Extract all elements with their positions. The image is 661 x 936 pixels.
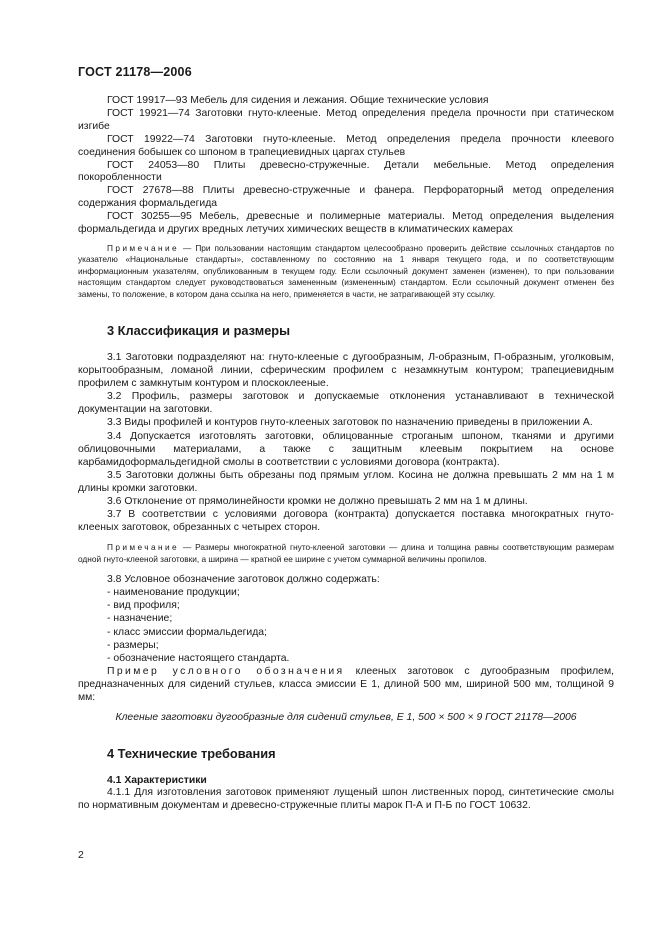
example-designation: Клееные заготовки дугообразные для сидений стульев, Е 1, 500 × 500 × 9 ГОСТ 21178—2006 (115, 712, 577, 724)
document-header: ГОСТ 21178—2006 (78, 65, 192, 79)
normative-reference: ГОСТ 19917—93 Мебель для сидения и лежания. Общие технические условия (107, 95, 489, 106)
normative-reference: ГОСТ 19921—74 Заготовки гнуто-клееные. Метод определения предела прочности при статическом изгибе (78, 107, 614, 132)
clause-3-6: 3.6 Отклонение от прямолинейности кромки не должно превышать 2 мм на 1 м длины. (107, 496, 528, 508)
clause-3-3: 3.3 Виды профилей и контуров гнуто-клееных заготовок по назначению приведены в приложении А. (107, 417, 593, 429)
clause-3-4: 3.4 Допускается изготовлять заготовки, облицованные строганым шпоном, тканями и другими облицовочными материалами, а также с защитным клеевым покрытием на основе карбамидоформальдегидной смолы в соответствии с условиями договора (контракта). (78, 430, 614, 468)
normative-reference: ГОСТ 30255—95 Мебель, древесные и полимерные материалы. Метод определения выделения формальдегида и других вредных летучих химических веществ в климатических камерах (78, 211, 614, 236)
list-item: - размеры; (107, 639, 159, 651)
normative-reference: ГОСТ 19922—74 Заготовки гнуто-клееные. Метод определения предела прочности клеевого соединения бобышек со шпоном в трапециевидных царгах стульев (78, 133, 614, 158)
note-label: Примечание (107, 542, 180, 553)
document-body (78, 95, 614, 812)
subsection-4-1-title: 4.1 Характеристики (107, 775, 207, 787)
designation-list (78, 586, 614, 665)
list-item: - класс эмиссии формальдегида; (107, 626, 267, 638)
clause-3-1: 3.1 Заготовки подразделяют на: гнуто-клееные с дугообразным, Л-образным, П-образным, уголковым, корытообразным, ломаной линии, сферическим профилем с незамкнутым контуром; трапециевидным профилем с замкнутым контуром и плоскоклееные. (78, 352, 614, 390)
list-item: - обозначение настоящего стандарта. (107, 652, 290, 664)
note-text: — При пользовании настоящим стандартом целесообразно проверить действие ссылочных стандартов по указателю «Национальные стандарты», составленному по состоянию на 1 января текущего года, и по соответствующим информационным указателям, опубликованным в текущем году. Если ссылочный документ заменен (изменен), то при пользовании настоящим стандартом следует руководствоваться замененным (измененным) стандартом. Если ссылочный документ отменен без замены, то положение, в котором дана ссылка на него, применяется в части, не затрагивающей эту ссылку. (78, 242, 614, 299)
list-item: - наименование продукции; (107, 587, 240, 599)
note-multiple-blanks (78, 542, 614, 565)
page-number: 2 (78, 849, 84, 861)
normative-reference: ГОСТ 27678—88 Плиты древесно-стружечные и фанера. Перфораторный метод определения содержания формальдегида (78, 185, 614, 210)
section-4-title: 4 Технические требования (107, 746, 276, 762)
example-paragraph (78, 665, 614, 704)
normative-reference: ГОСТ 24053—80 Плиты древесно-стружечные. Детали мебельные. Метод определения покоробленности (78, 159, 614, 184)
example-text: клееных заготовок с дугообразным профилем, предназначенных для сидений стульев, класса эмиссии Е 1, длиной 500 мм, шириной 500 мм, толщиной 9 мм: (78, 665, 614, 703)
note-text: — Размеры многократной гнуто-клееной заготовки — длина и толщина равны соответствующим размерам одной гнуто-клееной заготовки, а ширина — кратной ее ширине с учетом суммарной величины пропилов. (78, 542, 614, 564)
list-item: - назначение; (107, 613, 173, 625)
list-item: - вид профиля; (107, 600, 180, 612)
section-3-title: 3 Классификация и размеры (107, 323, 291, 338)
clause-3-8: 3.8 Условное обозначение заготовок должно содержать: (107, 574, 380, 586)
clause-3-7: 3.7 В соответствии с условиями договора (контракта) допускается поставка многократных гнуто-клееных заготовок, обрезанных с четырех сторон. (78, 509, 614, 534)
clause-4-1-1: 4.1.1 Для изготовления заготовок применяют лущеный шпон лиственных пород, синтетические смолы по нормативным документам и древесно-стружечные плиты марок П-А и П-Б по ГОСТ 10632. (78, 787, 614, 812)
example-label: Пример условного обозначения (107, 665, 345, 677)
note-references (78, 243, 614, 300)
clause-3-5: 3.5 Заготовки должны быть обрезаны под прямым углом. Косина не должна превышать 2 мм на 1 м длины кромки заготовки. (78, 469, 614, 494)
note-label: Примечание (107, 242, 180, 253)
clause-3-2: 3.2 Профиль, размеры заготовок и допускаемые отклонения устанавливают в технической документации на заготовки. (78, 391, 614, 416)
